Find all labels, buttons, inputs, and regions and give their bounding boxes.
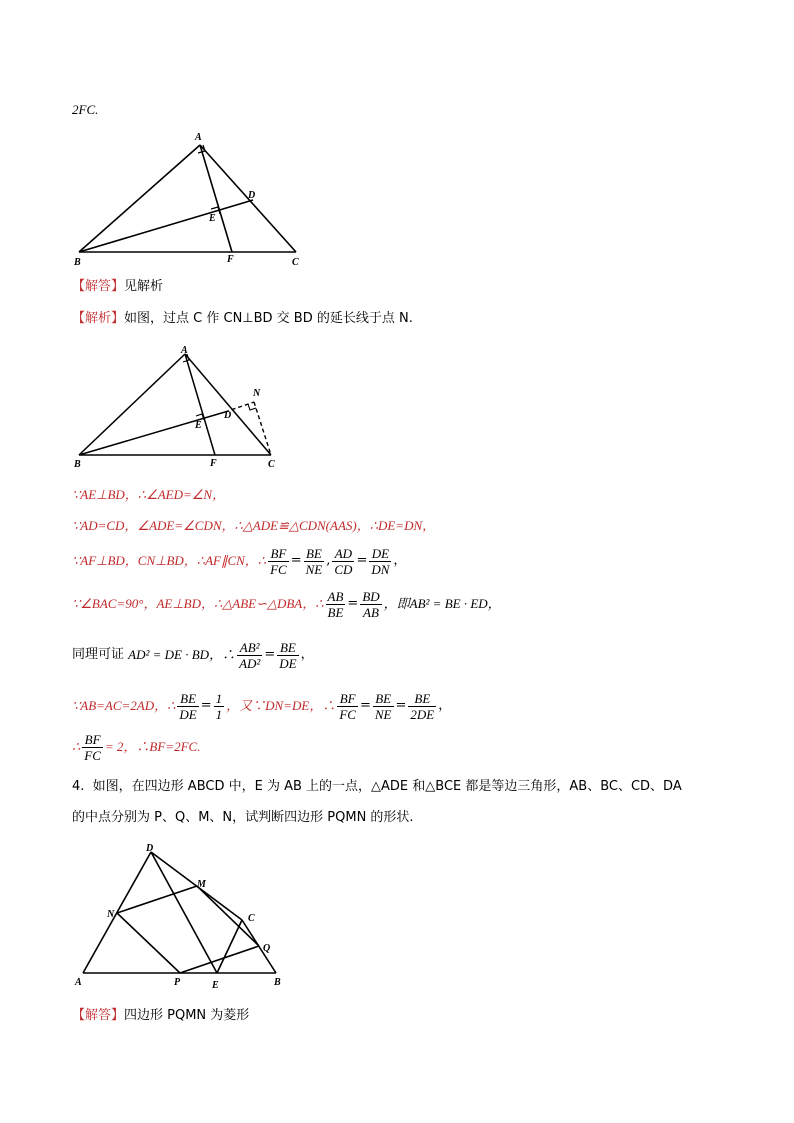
label-n: N — [107, 909, 115, 920]
q4-answer — [72, 1008, 249, 1024]
q4-stem-line2: 的中点分别为 P、Q、M、N，试判断四边形 PQMN 的形状. — [72, 810, 414, 825]
frac-denominator: 1 — [215, 706, 223, 722]
label-d: D — [224, 410, 232, 421]
label-c: C — [248, 913, 255, 924]
previous-question-tail: 2FC. — [72, 102, 99, 117]
frac-numerator: AB² — [237, 640, 262, 656]
answer-tag: 【解答】 — [72, 1008, 125, 1023]
label-m: M — [197, 879, 206, 890]
label-d: D — [146, 843, 154, 854]
figure-triangle-abc — [70, 128, 310, 268]
proof-line-4: ∵∠BAC=90°，AE⊥BD，∴△ABE∽△DBA，∴ $\frac{AB}{BE}$ = $\frac{BD}{AB}$ ，即AB² = BE · ED， — [72, 588, 501, 620]
frac-numerator: DE — [369, 546, 391, 562]
frac-denominator: NE — [305, 561, 323, 577]
proof-line-5: 同理可证 AD² = DE · BD，∴ $\frac{\text{AB²}}{\text{AD²}}$ = $\frac{BE}{DE}$ ， — [72, 639, 314, 671]
proof-line-7 — [72, 730, 200, 764]
frac-denominator: NE — [374, 706, 392, 722]
q4-stem-line1 — [72, 779, 682, 795]
answer-text: 见解析 — [124, 279, 164, 294]
frac-numerator: AB — [327, 588, 344, 604]
label-b: B — [274, 977, 281, 988]
frac-denominator: FC — [339, 706, 356, 722]
label-e: E — [212, 980, 219, 991]
label-n: N — [253, 388, 261, 399]
frac-denominator: DN — [371, 561, 390, 577]
label-a: A — [195, 132, 202, 143]
figure-quadrilateral-abcd — [70, 838, 300, 993]
label-a: A — [181, 345, 188, 356]
frac-numerator: BE — [177, 691, 198, 707]
frac-denominator: FC — [270, 561, 287, 577]
proof-line-1: ∵AE⊥BD，∴∠AED=∠N， — [72, 487, 226, 502]
frac-numerator: 1 — [215, 690, 223, 706]
proof-line-3: ∵AF⊥BD，CN⊥BD，∴AF∥CN，∴ $\frac{BF}{FC}$ = $\frac{BE}{NE}$ , $\frac{AD}{CD}$ = $\frac{DE}{DN}$ ， — [72, 545, 407, 577]
line4-tail: ，即AB² = BE · ED， — [383, 596, 501, 611]
q3-analysis — [72, 311, 413, 327]
question-number: 4. — [72, 779, 85, 794]
line7-tail: = 2，∴BF=2FC. — [104, 739, 201, 754]
label-e: E — [209, 213, 216, 224]
proof-line-2: ∵AD=CD，∠ADE=∠CDN，∴△ADE≌△CDN(AAS)，∴DE=DN， — [72, 518, 436, 533]
frac-numerator: BF — [268, 546, 289, 562]
line5-text: 同理可证 — [72, 647, 125, 662]
line5-expr: AD² = DE · BD，∴ — [128, 647, 236, 662]
label-f: F — [210, 458, 217, 469]
analysis-tag: 【解析】 — [72, 311, 125, 326]
frac-denominator: 2DE — [410, 706, 435, 722]
line6-mid: ，又∵DN=DE，∴ — [226, 698, 336, 713]
frac-denominator: AD² — [239, 655, 261, 671]
frac-denominator: CD — [334, 561, 353, 577]
frac-numerator: BD — [362, 588, 380, 604]
label-c: C — [268, 459, 275, 470]
frac-denominator: DE — [179, 706, 197, 722]
frac-numerator: BE — [408, 691, 436, 707]
stem-text: 如图，在四边形 ABCD 中，E 为 AB 上的一点，△ADE 和△BCE 都是等边三角形，AB、BC、CD、DA — [92, 779, 682, 794]
label-f: F — [227, 254, 234, 265]
label-q: Q — [263, 943, 271, 954]
frac-denominator: BE — [327, 604, 344, 620]
frac-numerator: BE — [373, 691, 394, 707]
frac-numerator: BF — [337, 691, 358, 707]
proof-line-6: ∵AB=AC=2AD，∴ $\frac{BE}{DE}$ = $\frac{1}{1}$ ，又∵DN=DE，∴ $\frac{BF}{FC}$ = $\frac{BE}{NE}$ = $\frac{BE}{2DE}$ ， — [72, 690, 452, 722]
frac-numerator: AD — [332, 546, 354, 562]
frac-denominator: AB — [363, 604, 379, 620]
frac-numerator: BF — [82, 732, 103, 748]
line4-text: ∵∠BAC=90°，AE⊥BD，∴△ABE∽△DBA，∴ — [72, 596, 324, 611]
frac-denominator: DE — [279, 655, 297, 671]
label-b: B — [74, 459, 81, 470]
label-e: E — [195, 420, 202, 431]
label-a: A — [75, 977, 82, 988]
answer-tag: 【解答】 — [72, 279, 125, 294]
label-c: C — [292, 257, 299, 268]
answer-text: 四边形 PQMN 为菱形 — [124, 1008, 250, 1023]
line7-text: ∴ — [72, 739, 81, 754]
frac-numerator: BE — [277, 640, 298, 656]
frac-denominator: FC — [84, 747, 101, 763]
label-b: B — [74, 257, 81, 268]
line3-text: ∵AF⊥BD，CN⊥BD，∴AF∥CN，∴ — [72, 553, 267, 568]
q3-answer — [72, 279, 163, 295]
label-p: P — [174, 977, 181, 988]
label-d: D — [248, 190, 256, 201]
analysis-text: 如图，过点 C 作 CN⊥BD 交 BD 的延长线于点 N. — [124, 311, 413, 326]
line6-text: ∵AB=AC=2AD，∴ — [72, 698, 176, 713]
frac-numerator: BE — [304, 546, 325, 562]
figure-triangle-abc-with-n — [70, 340, 290, 475]
